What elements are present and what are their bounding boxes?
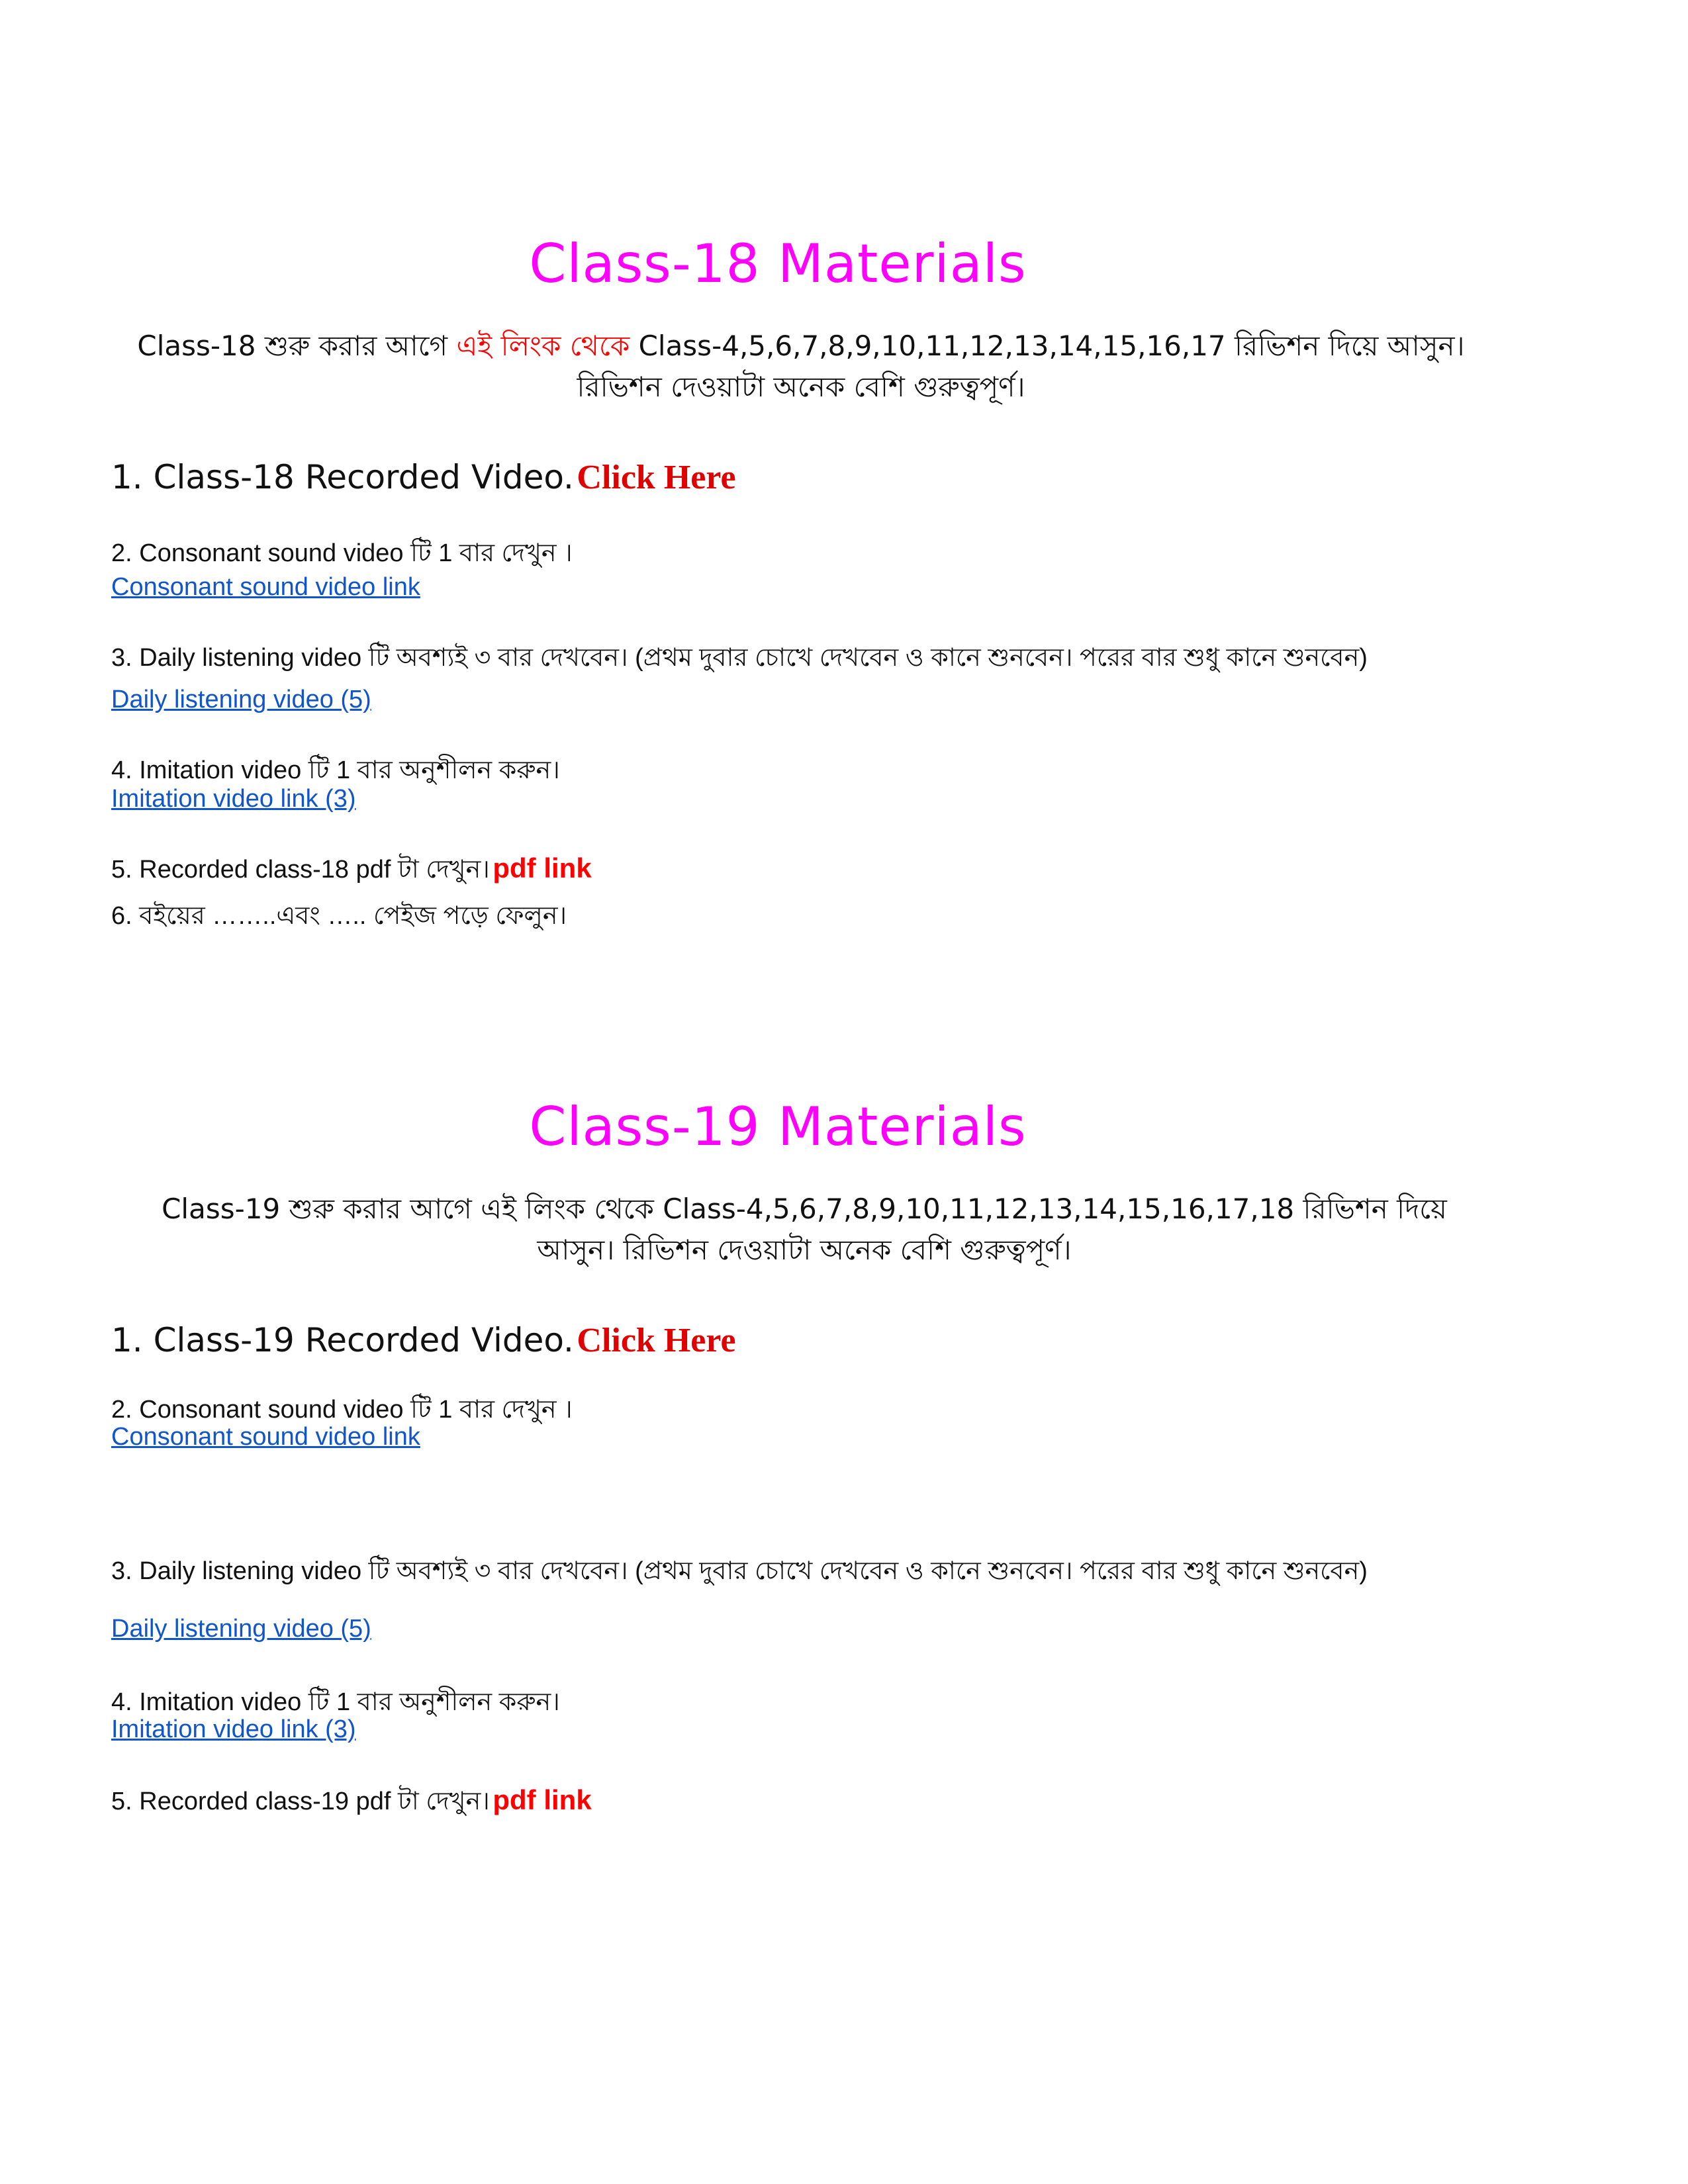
class-18-recorded-video-label: 1. Class-18 Recorded Video. (111, 458, 574, 496)
class-19-item-5-text: 5. Recorded class-19 pdf টা দেখুন। (111, 1788, 490, 1815)
class-18-click-here-link[interactable]: Click Here (577, 459, 736, 496)
class-19-imitation-video-link[interactable]: Imitation video link (3) (111, 1715, 356, 1743)
class-19-pdf-link[interactable]: pdf link (492, 1784, 592, 1815)
class-18-item-5 (111, 850, 592, 892)
class-19-click-here-link[interactable]: Click Here (577, 1322, 736, 1359)
class-18-item-5-text: 5. Recorded class-18 pdf টা দেখুন। (111, 856, 490, 884)
class-19-daily-listening-link[interactable]: Daily listening video (5) (111, 1615, 371, 1643)
class-19-item-3: 3. Daily listening video টি অবশ্যই ৩ বার দেখবেন। (প্রথম দুবার চোখে দেখবেন ও কানে শুনবেন। পরের বার শুধু কানে শুনবেন) (111, 1557, 1368, 1585)
class-18-item-2: 2. Consonant sound video টি 1 বার দেখুন । (111, 539, 573, 567)
class-19-consonant-sound-link[interactable]: Consonant sound video link (111, 1423, 420, 1451)
class-18-daily-listening-link[interactable]: Daily listening video (5) (111, 686, 371, 713)
class-19-title: Class-19 Materials (529, 1096, 1027, 1158)
class-19-item-5 (111, 1782, 592, 1824)
class-18-imitation-video-link[interactable]: Imitation video link (3) (111, 785, 356, 813)
class-18-intro (106, 326, 1496, 408)
class-18-item-3: 3. Daily listening video টি অবশ্যই ৩ বার দেখবেন। (প্রথম দুবার চোখে দেখবেন ও কানে শুনবেন। পরের বার শুধু কানে শুনবেন) (111, 644, 1368, 672)
class-18-item-6: 6. বইয়ের ……..এবং ….. পেইজ পড়ে ফেলুন। (111, 902, 567, 930)
class-18-consonant-sound-link[interactable]: Consonant sound video link (111, 573, 420, 601)
class-19-recorded-video-line (111, 1321, 736, 1360)
revision-link[interactable]: এই লিংক থেকে (456, 330, 630, 362)
class-19-item-4: 4. Imitation video টি 1 বার অনুশীলন করুন। (111, 1688, 560, 1716)
class-19-item-2: 2. Consonant sound video টি 1 বার দেখুন । (111, 1396, 573, 1424)
class-18-intro-text-1: Class-18 শুরু করার আগে (137, 330, 457, 362)
class-18-intro-text-2: Class-4,5,6,7,8,9,10,11,12,13,14,15,16,17 রিভিশন দিয়ে আসুন। রিভিশন দেওয়াটা অনেক বেশি গুরুত্বপূর্ণ। (577, 330, 1465, 403)
class-18-title: Class-18 Materials (529, 233, 1027, 295)
class-19-recorded-video-label: 1. Class-19 Recorded Video. (111, 1321, 574, 1359)
class-18-item-4: 4. Imitation video টি 1 বার অনুশীলন করুন। (111, 756, 560, 784)
class-19-intro: Class-19 শুরু করার আগে এই লিংক থেকে Class-4,5,6,7,8,9,10,11,12,13,14,15,16,17,18 রিভিশন দিয়ে আসুন। রিভিশন দেওয়াটা অনেক বেশি গুরুত্বপূর্ণ। (162, 1193, 1447, 1266)
class-18-pdf-link[interactable]: pdf link (492, 852, 592, 884)
class-18-recorded-video-line (111, 458, 736, 497)
